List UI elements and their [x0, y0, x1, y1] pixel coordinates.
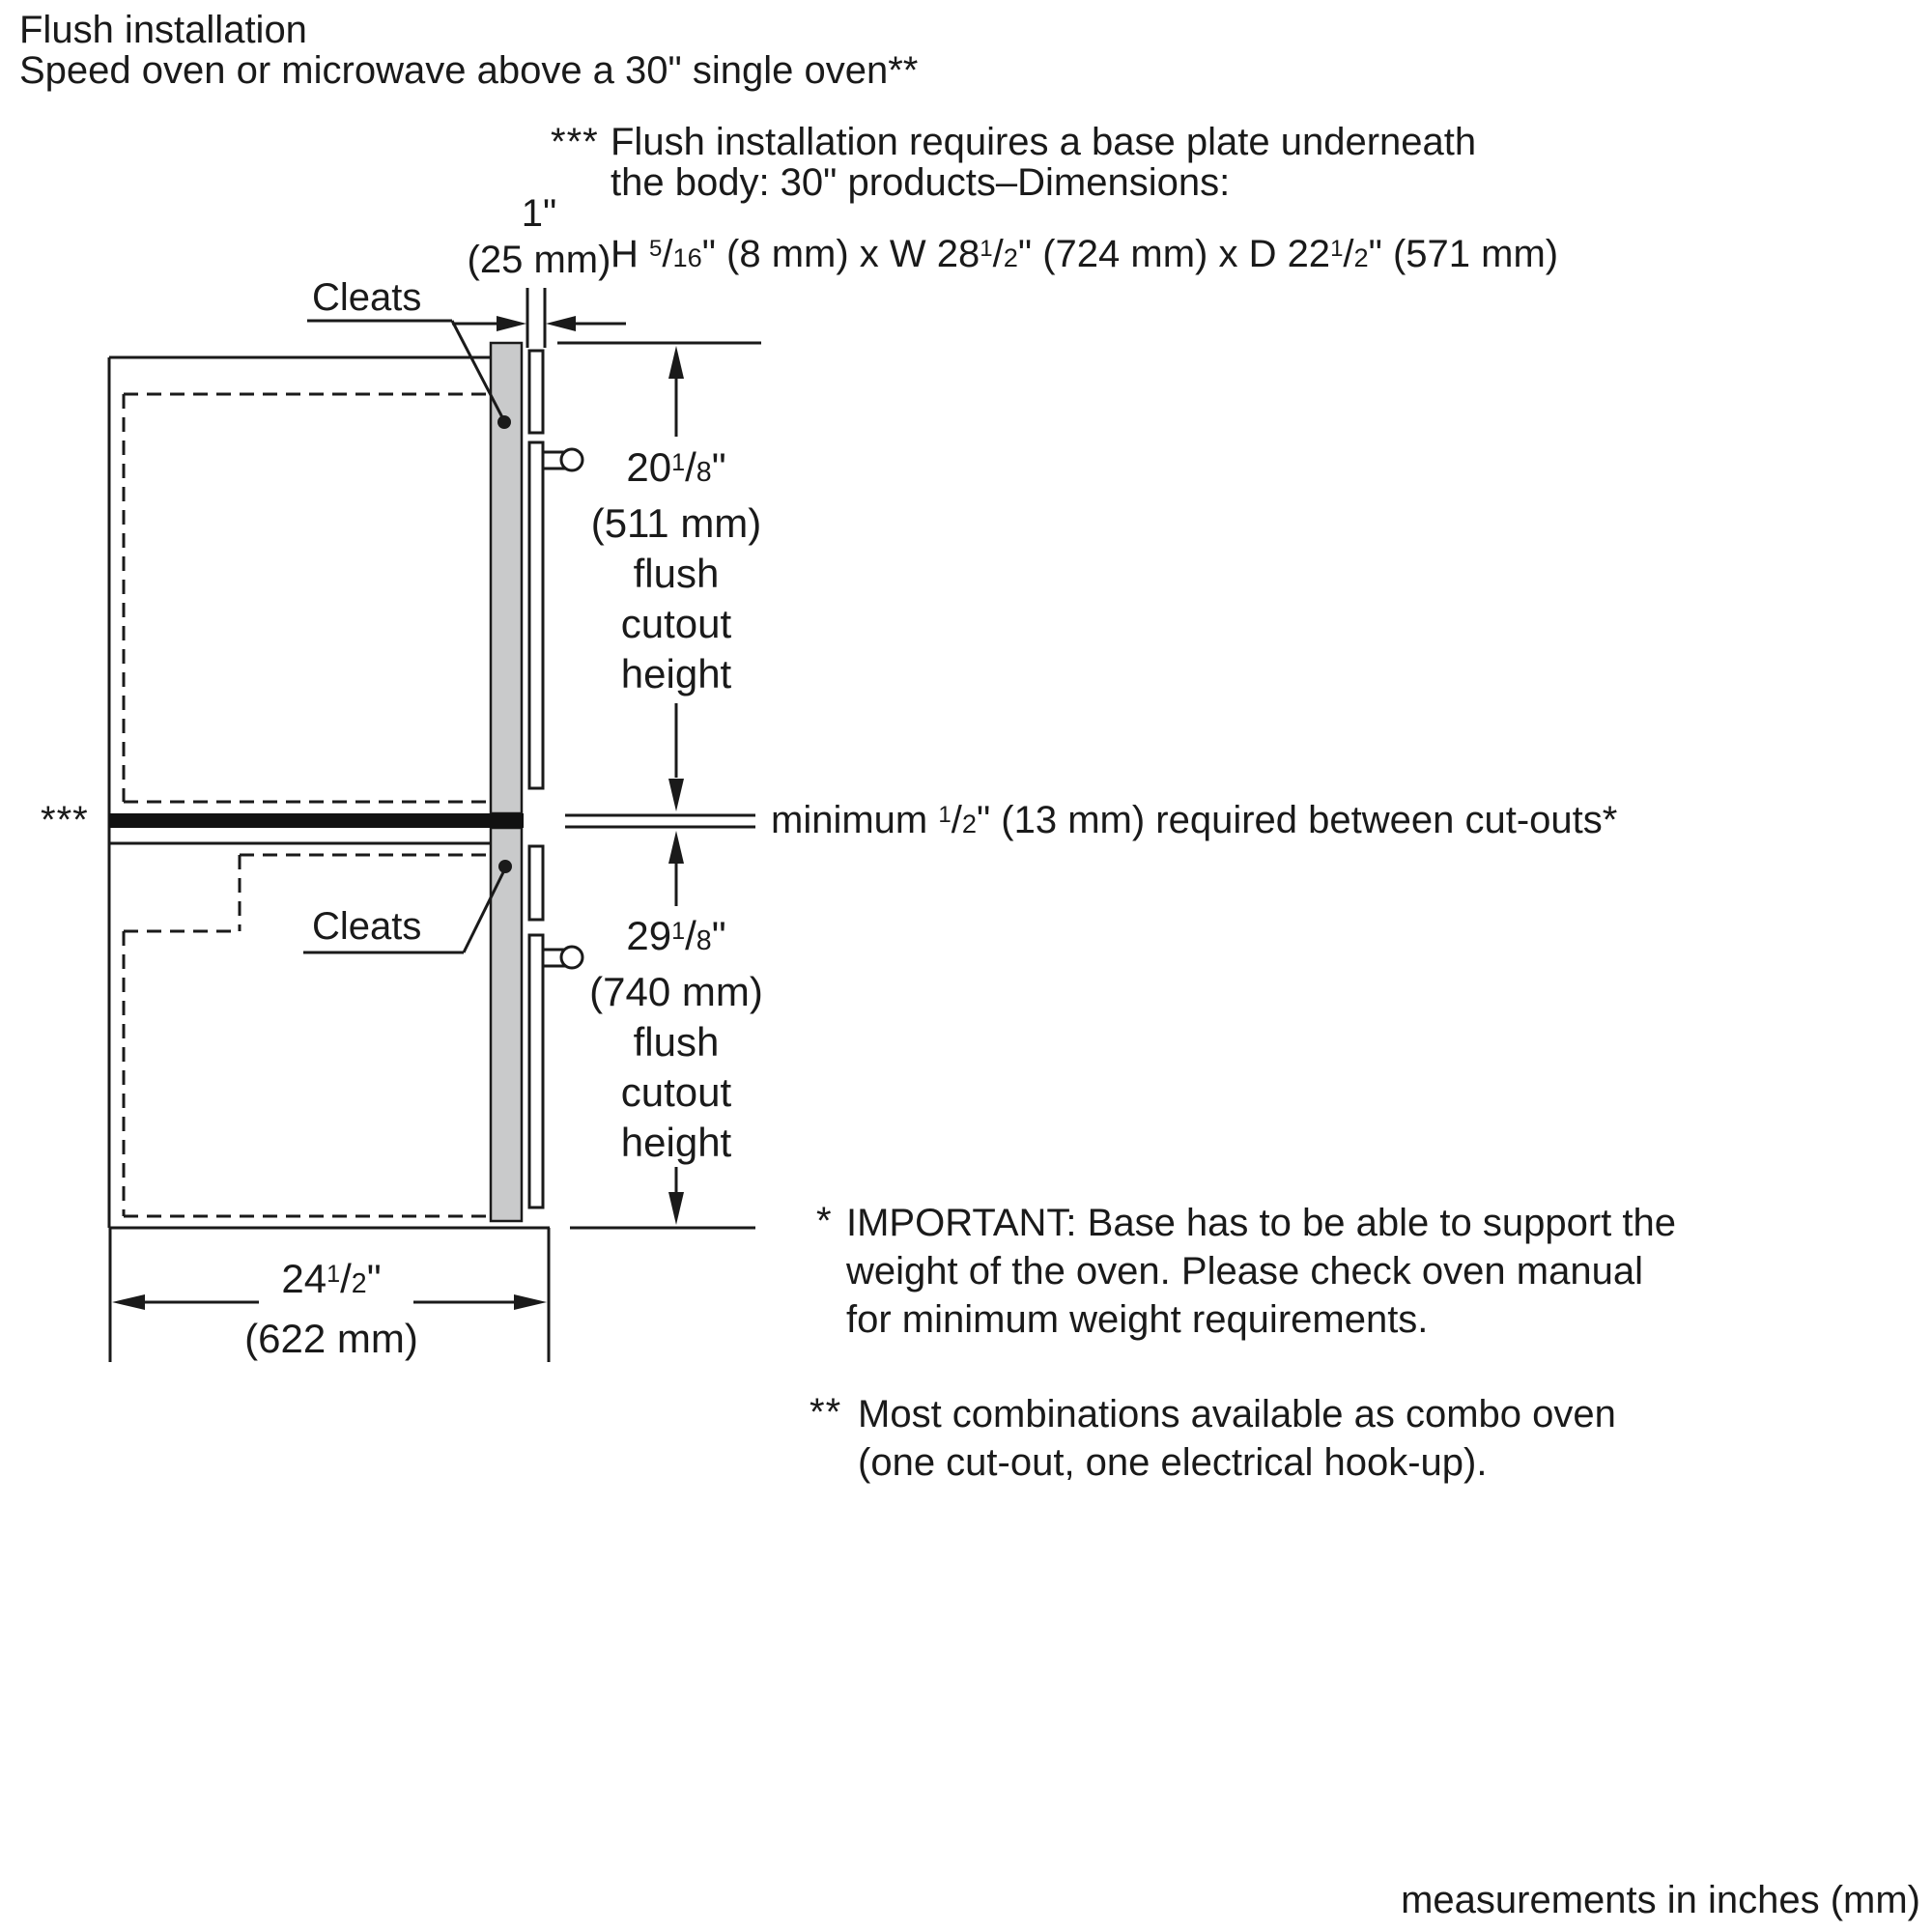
dim-text: " (724 mm) x D 22 [1017, 233, 1331, 275]
combo-note [858, 1390, 1616, 1487]
min-gap-note [771, 798, 1617, 842]
lower-cutout-word3: height [620, 1120, 732, 1165]
min-gap-reference-lines [565, 815, 755, 827]
upper-cutout-word2: cutout [620, 601, 732, 646]
lower-cutout-dimension-label [560, 911, 792, 1168]
upper-cutout-word3: height [620, 651, 732, 696]
important-note-line2: weight of the oven. Please check oven manual [846, 1250, 1643, 1293]
dim-text: " (571 mm) [1368, 233, 1559, 275]
units-note: measurements in inches (mm) [1401, 1879, 1920, 1921]
width-inches [215, 1252, 447, 1312]
cleats-label-bottom: Cleats [312, 905, 422, 948]
dim-denominator: 2 [961, 809, 977, 838]
dim-unit: " [711, 444, 726, 490]
dim-text: " (8 mm) x W 28 [701, 233, 980, 275]
lower-cutout-inches [560, 911, 792, 967]
dim-whole: 24 [281, 1256, 327, 1301]
base-plate-note-line1: Flush installation requires a base plate underneath [611, 121, 1477, 163]
important-note-line3: for minimum weight requirements. [846, 1298, 1429, 1341]
upper-recess-dashed-outline [124, 394, 491, 802]
dim-slash: / [685, 444, 696, 490]
page-subtitle: Speed oven or microwave above a 30" single oven** [19, 49, 919, 92]
upper-oven-front-body-segment [529, 442, 543, 788]
lower-cutout-word1: flush [633, 1019, 720, 1065]
min-gap-text: " (13 mm) required between cut-outs* [976, 799, 1618, 841]
lower-oven-front-top-segment [529, 846, 543, 920]
dim-denominator: 2 [1353, 242, 1369, 272]
dim-slash: / [951, 799, 962, 841]
dim-slash: / [340, 1256, 352, 1301]
dim-denominator: 16 [672, 242, 702, 272]
base-plate-dimensions [611, 232, 1558, 276]
dim-numerator: 1 [671, 448, 686, 476]
lower-recess-dashed-outline [124, 855, 491, 1216]
min-gap-text: minimum [771, 799, 939, 841]
dim-slash: / [1343, 233, 1354, 275]
page-title: Flush installation [19, 9, 307, 51]
dim-numerator: 1 [671, 917, 686, 945]
dim-numerator: 1 [980, 236, 993, 263]
lower-oven-front-body-segment [529, 935, 543, 1208]
divider-panel [109, 813, 524, 828]
thickness-dimension-lines [452, 288, 626, 348]
dim-text: H [611, 233, 649, 275]
thickness-dim-mm-label: (25 mm) [467, 239, 611, 281]
lower-cutout-word2: cutout [620, 1069, 732, 1115]
dim-numerator: 1 [327, 1260, 341, 1288]
dim-whole: 29 [626, 913, 672, 958]
width-mm: (622 mm) [244, 1316, 418, 1361]
important-note-marker: * [816, 1200, 833, 1242]
cleats-label-top: Cleats [312, 276, 422, 319]
dim-denominator: 8 [696, 457, 712, 488]
important-note-line1: IMPORTANT: Base has to be able to support the [846, 1202, 1676, 1244]
dim-denominator: 8 [696, 925, 712, 956]
cleats-leader-lines [303, 321, 512, 952]
width-dimension-label [215, 1252, 447, 1366]
upper-cutout-dimension-label [560, 442, 792, 699]
upper-oven-front-top-segment [529, 351, 543, 433]
dim-unit: " [711, 913, 726, 958]
dim-slash: / [662, 233, 673, 275]
base-plate-note-marker: *** [551, 121, 599, 163]
base-plate-note-line2: the body: 30" products–Dimensions: [611, 161, 1231, 204]
dim-slash: / [992, 233, 1004, 275]
dim-numerator: 5 [649, 236, 663, 263]
dim-unit: " [366, 1256, 382, 1301]
divider-star-marker: *** [41, 799, 89, 841]
combo-note-line1: Most combinations available as combo oven [858, 1393, 1616, 1435]
cleat-bars [491, 343, 522, 1221]
upper-cleat-bar [491, 343, 522, 813]
upper-cutout-word1: flush [633, 551, 720, 596]
dim-numerator: 1 [938, 802, 952, 829]
combo-note-marker: ** [810, 1391, 842, 1434]
dim-slash: / [685, 913, 696, 958]
lower-cutout-mm: (740 mm) [589, 969, 763, 1014]
thickness-dim-inches-label: 1" [521, 192, 557, 235]
cabinet-outline [109, 357, 550, 1228]
dim-denominator: 2 [1003, 242, 1018, 272]
dim-denominator: 2 [351, 1268, 367, 1299]
upper-cutout-inches [560, 442, 792, 498]
dim-whole: 20 [626, 444, 672, 490]
dim-numerator: 1 [1330, 236, 1344, 263]
upper-cutout-mm: (511 mm) [590, 500, 762, 546]
important-note [846, 1199, 1676, 1344]
combo-note-line2: (one cut-out, one electrical hook-up). [858, 1441, 1488, 1484]
